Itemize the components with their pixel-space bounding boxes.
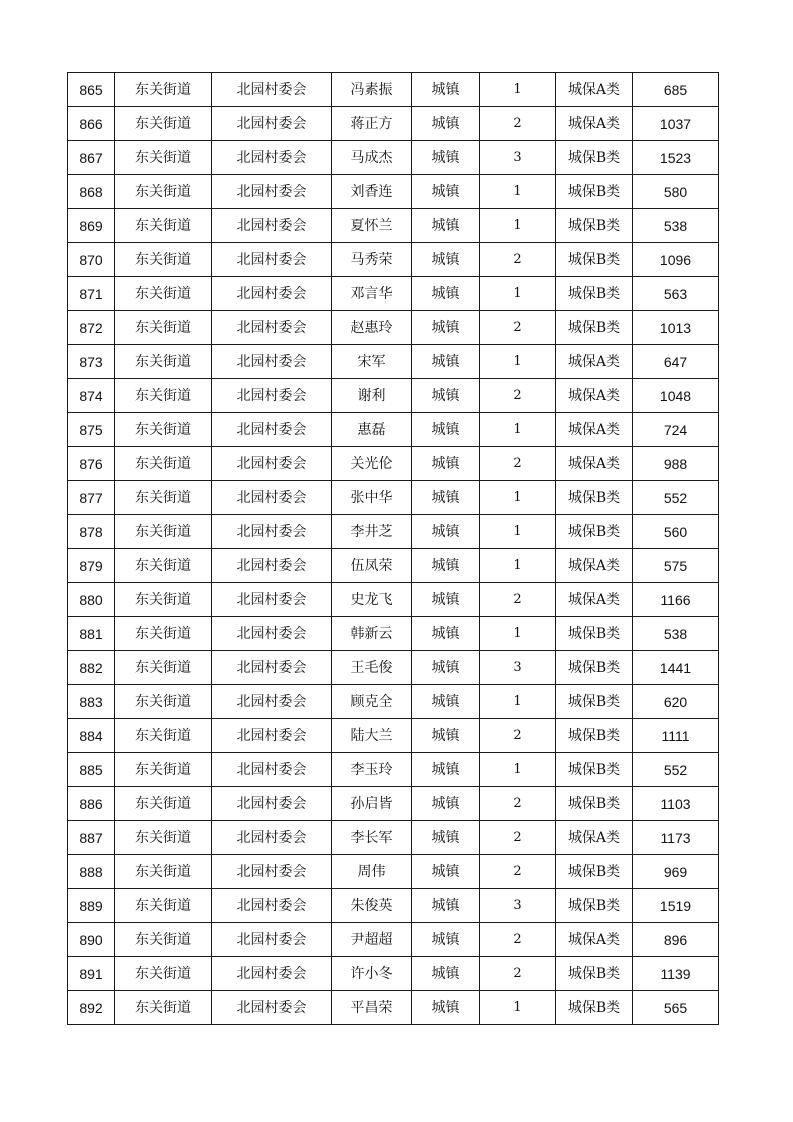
security-category-cell: 城保A类 bbox=[556, 107, 633, 141]
row-number-cell: 868 bbox=[68, 175, 115, 209]
row-number-cell: 872 bbox=[68, 311, 115, 345]
household-size-cell: 1 bbox=[480, 753, 556, 787]
street-cell: 东关街道 bbox=[115, 107, 212, 141]
table-row bbox=[68, 107, 719, 141]
household-size-cell: 1 bbox=[480, 277, 556, 311]
amount-cell: 1139 bbox=[633, 957, 719, 991]
table-row bbox=[68, 243, 719, 277]
security-category-cell: 城保B类 bbox=[556, 617, 633, 651]
row-number-cell: 887 bbox=[68, 821, 115, 855]
row-number-cell: 888 bbox=[68, 855, 115, 889]
household-size-cell: 1 bbox=[480, 345, 556, 379]
security-category-cell: 城保A类 bbox=[556, 583, 633, 617]
row-number-cell: 883 bbox=[68, 685, 115, 719]
row-number-cell: 866 bbox=[68, 107, 115, 141]
street-cell: 东关街道 bbox=[115, 311, 212, 345]
street-cell: 东关街道 bbox=[115, 651, 212, 685]
household-size-cell: 2 bbox=[480, 107, 556, 141]
committee-cell: 北园村委会 bbox=[212, 957, 332, 991]
person-name-cell: 尹超超 bbox=[332, 923, 412, 957]
security-category-cell: 城保B类 bbox=[556, 957, 633, 991]
committee-cell: 北园村委会 bbox=[212, 889, 332, 923]
row-number-cell: 873 bbox=[68, 345, 115, 379]
street-cell: 东关街道 bbox=[115, 481, 212, 515]
committee-cell: 北园村委会 bbox=[212, 481, 332, 515]
area-type-cell: 城镇 bbox=[412, 651, 480, 685]
row-number-cell: 878 bbox=[68, 515, 115, 549]
person-name-cell: 夏怀兰 bbox=[332, 209, 412, 243]
security-category-cell: 城保B类 bbox=[556, 481, 633, 515]
amount-cell: 988 bbox=[633, 447, 719, 481]
household-size-cell: 1 bbox=[480, 175, 556, 209]
area-type-cell: 城镇 bbox=[412, 107, 480, 141]
committee-cell: 北园村委会 bbox=[212, 753, 332, 787]
table-row bbox=[68, 413, 719, 447]
committee-cell: 北园村委会 bbox=[212, 549, 332, 583]
person-name-cell: 史龙飞 bbox=[332, 583, 412, 617]
street-cell: 东关街道 bbox=[115, 821, 212, 855]
household-size-cell: 1 bbox=[480, 549, 556, 583]
amount-cell: 1166 bbox=[633, 583, 719, 617]
row-number-cell: 884 bbox=[68, 719, 115, 753]
security-category-cell: 城保A类 bbox=[556, 447, 633, 481]
street-cell: 东关街道 bbox=[115, 413, 212, 447]
committee-cell: 北园村委会 bbox=[212, 209, 332, 243]
person-name-cell: 宋军 bbox=[332, 345, 412, 379]
row-number-cell: 874 bbox=[68, 379, 115, 413]
amount-cell: 1441 bbox=[633, 651, 719, 685]
household-size-cell: 3 bbox=[480, 651, 556, 685]
row-number-cell: 877 bbox=[68, 481, 115, 515]
street-cell: 东关街道 bbox=[115, 209, 212, 243]
row-number-cell: 876 bbox=[68, 447, 115, 481]
street-cell: 东关街道 bbox=[115, 889, 212, 923]
table-row bbox=[68, 821, 719, 855]
amount-cell: 1173 bbox=[633, 821, 719, 855]
security-category-cell: 城保A类 bbox=[556, 73, 633, 107]
area-type-cell: 城镇 bbox=[412, 515, 480, 549]
person-name-cell: 冯素振 bbox=[332, 73, 412, 107]
table-body bbox=[68, 73, 719, 1025]
amount-cell: 647 bbox=[633, 345, 719, 379]
person-name-cell: 李玉玲 bbox=[332, 753, 412, 787]
amount-cell: 560 bbox=[633, 515, 719, 549]
street-cell: 东关街道 bbox=[115, 141, 212, 175]
area-type-cell: 城镇 bbox=[412, 991, 480, 1025]
person-name-cell: 邓言华 bbox=[332, 277, 412, 311]
table-row bbox=[68, 753, 719, 787]
person-name-cell: 马成杰 bbox=[332, 141, 412, 175]
security-category-cell: 城保B类 bbox=[556, 141, 633, 175]
household-size-cell: 2 bbox=[480, 855, 556, 889]
table-row bbox=[68, 957, 719, 991]
security-category-cell: 城保B类 bbox=[556, 753, 633, 787]
person-name-cell: 关光伦 bbox=[332, 447, 412, 481]
amount-cell: 620 bbox=[633, 685, 719, 719]
committee-cell: 北园村委会 bbox=[212, 651, 332, 685]
household-size-cell: 1 bbox=[480, 515, 556, 549]
table-row bbox=[68, 685, 719, 719]
security-category-cell: 城保A类 bbox=[556, 923, 633, 957]
row-number-cell: 880 bbox=[68, 583, 115, 617]
area-type-cell: 城镇 bbox=[412, 379, 480, 413]
security-category-cell: 城保B类 bbox=[556, 991, 633, 1025]
street-cell: 东关街道 bbox=[115, 175, 212, 209]
person-name-cell: 周伟 bbox=[332, 855, 412, 889]
row-number-cell: 882 bbox=[68, 651, 115, 685]
table-row bbox=[68, 73, 719, 107]
person-name-cell: 朱俊英 bbox=[332, 889, 412, 923]
table-row bbox=[68, 651, 719, 685]
household-size-cell: 2 bbox=[480, 243, 556, 277]
committee-cell: 北园村委会 bbox=[212, 73, 332, 107]
person-name-cell: 李井芝 bbox=[332, 515, 412, 549]
amount-cell: 1048 bbox=[633, 379, 719, 413]
person-name-cell: 赵惠玲 bbox=[332, 311, 412, 345]
area-type-cell: 城镇 bbox=[412, 753, 480, 787]
household-size-cell: 2 bbox=[480, 447, 556, 481]
person-name-cell: 张中华 bbox=[332, 481, 412, 515]
committee-cell: 北园村委会 bbox=[212, 515, 332, 549]
table-row bbox=[68, 481, 719, 515]
area-type-cell: 城镇 bbox=[412, 685, 480, 719]
committee-cell: 北园村委会 bbox=[212, 719, 332, 753]
committee-cell: 北园村委会 bbox=[212, 379, 332, 413]
table-row bbox=[68, 923, 719, 957]
committee-cell: 北园村委会 bbox=[212, 685, 332, 719]
amount-cell: 1037 bbox=[633, 107, 719, 141]
area-type-cell: 城镇 bbox=[412, 889, 480, 923]
row-number-cell: 892 bbox=[68, 991, 115, 1025]
street-cell: 东关街道 bbox=[115, 991, 212, 1025]
row-number-cell: 865 bbox=[68, 73, 115, 107]
area-type-cell: 城镇 bbox=[412, 617, 480, 651]
person-name-cell: 刘香连 bbox=[332, 175, 412, 209]
street-cell: 东关街道 bbox=[115, 957, 212, 991]
table-row bbox=[68, 889, 719, 923]
area-type-cell: 城镇 bbox=[412, 855, 480, 889]
committee-cell: 北园村委会 bbox=[212, 413, 332, 447]
assistance-roster-table bbox=[67, 72, 719, 1025]
table-row bbox=[68, 549, 719, 583]
amount-cell: 685 bbox=[633, 73, 719, 107]
person-name-cell: 王毛俊 bbox=[332, 651, 412, 685]
household-size-cell: 2 bbox=[480, 379, 556, 413]
area-type-cell: 城镇 bbox=[412, 957, 480, 991]
amount-cell: 552 bbox=[633, 753, 719, 787]
area-type-cell: 城镇 bbox=[412, 311, 480, 345]
row-number-cell: 879 bbox=[68, 549, 115, 583]
row-number-cell: 889 bbox=[68, 889, 115, 923]
row-number-cell: 867 bbox=[68, 141, 115, 175]
committee-cell: 北园村委会 bbox=[212, 991, 332, 1025]
table-row bbox=[68, 583, 719, 617]
street-cell: 东关街道 bbox=[115, 719, 212, 753]
person-name-cell: 马秀荣 bbox=[332, 243, 412, 277]
household-size-cell: 3 bbox=[480, 889, 556, 923]
area-type-cell: 城镇 bbox=[412, 175, 480, 209]
household-size-cell: 2 bbox=[480, 583, 556, 617]
person-name-cell: 谢利 bbox=[332, 379, 412, 413]
household-size-cell: 2 bbox=[480, 787, 556, 821]
amount-cell: 538 bbox=[633, 617, 719, 651]
committee-cell: 北园村委会 bbox=[212, 277, 332, 311]
amount-cell: 1523 bbox=[633, 141, 719, 175]
household-size-cell: 2 bbox=[480, 311, 556, 345]
committee-cell: 北园村委会 bbox=[212, 923, 332, 957]
security-category-cell: 城保B类 bbox=[556, 515, 633, 549]
area-type-cell: 城镇 bbox=[412, 447, 480, 481]
household-size-cell: 1 bbox=[480, 73, 556, 107]
area-type-cell: 城镇 bbox=[412, 583, 480, 617]
person-name-cell: 平昌荣 bbox=[332, 991, 412, 1025]
household-size-cell: 2 bbox=[480, 923, 556, 957]
security-category-cell: 城保B类 bbox=[556, 719, 633, 753]
street-cell: 东关街道 bbox=[115, 753, 212, 787]
table-row bbox=[68, 379, 719, 413]
committee-cell: 北园村委会 bbox=[212, 787, 332, 821]
table-row bbox=[68, 141, 719, 175]
person-name-cell: 许小冬 bbox=[332, 957, 412, 991]
area-type-cell: 城镇 bbox=[412, 277, 480, 311]
household-size-cell: 1 bbox=[480, 209, 556, 243]
street-cell: 东关街道 bbox=[115, 345, 212, 379]
row-number-cell: 875 bbox=[68, 413, 115, 447]
amount-cell: 538 bbox=[633, 209, 719, 243]
person-name-cell: 惠磊 bbox=[332, 413, 412, 447]
committee-cell: 北园村委会 bbox=[212, 583, 332, 617]
street-cell: 东关街道 bbox=[115, 685, 212, 719]
area-type-cell: 城镇 bbox=[412, 923, 480, 957]
security-category-cell: 城保B类 bbox=[556, 855, 633, 889]
household-size-cell: 1 bbox=[480, 685, 556, 719]
committee-cell: 北园村委会 bbox=[212, 821, 332, 855]
security-category-cell: 城保B类 bbox=[556, 685, 633, 719]
area-type-cell: 城镇 bbox=[412, 787, 480, 821]
table-row bbox=[68, 209, 719, 243]
street-cell: 东关街道 bbox=[115, 617, 212, 651]
street-cell: 东关街道 bbox=[115, 549, 212, 583]
household-size-cell: 1 bbox=[480, 991, 556, 1025]
amount-cell: 580 bbox=[633, 175, 719, 209]
household-size-cell: 1 bbox=[480, 617, 556, 651]
person-name-cell: 陆大兰 bbox=[332, 719, 412, 753]
table-row bbox=[68, 175, 719, 209]
table-row bbox=[68, 855, 719, 889]
household-size-cell: 1 bbox=[480, 481, 556, 515]
amount-cell: 724 bbox=[633, 413, 719, 447]
security-category-cell: 城保B类 bbox=[556, 311, 633, 345]
committee-cell: 北园村委会 bbox=[212, 311, 332, 345]
security-category-cell: 城保A类 bbox=[556, 413, 633, 447]
security-category-cell: 城保B类 bbox=[556, 787, 633, 821]
person-name-cell: 顾克全 bbox=[332, 685, 412, 719]
area-type-cell: 城镇 bbox=[412, 141, 480, 175]
security-category-cell: 城保B类 bbox=[556, 889, 633, 923]
amount-cell: 563 bbox=[633, 277, 719, 311]
household-size-cell: 1 bbox=[480, 413, 556, 447]
committee-cell: 北园村委会 bbox=[212, 345, 332, 379]
street-cell: 东关街道 bbox=[115, 243, 212, 277]
table-row bbox=[68, 345, 719, 379]
street-cell: 东关街道 bbox=[115, 447, 212, 481]
area-type-cell: 城镇 bbox=[412, 821, 480, 855]
row-number-cell: 871 bbox=[68, 277, 115, 311]
security-category-cell: 城保B类 bbox=[556, 175, 633, 209]
area-type-cell: 城镇 bbox=[412, 549, 480, 583]
amount-cell: 1103 bbox=[633, 787, 719, 821]
security-category-cell: 城保B类 bbox=[556, 209, 633, 243]
street-cell: 东关街道 bbox=[115, 855, 212, 889]
security-category-cell: 城保A类 bbox=[556, 345, 633, 379]
household-size-cell: 2 bbox=[480, 821, 556, 855]
table-row bbox=[68, 719, 719, 753]
committee-cell: 北园村委会 bbox=[212, 243, 332, 277]
person-name-cell: 伍凤荣 bbox=[332, 549, 412, 583]
table-row bbox=[68, 787, 719, 821]
table-row bbox=[68, 277, 719, 311]
committee-cell: 北园村委会 bbox=[212, 447, 332, 481]
area-type-cell: 城镇 bbox=[412, 413, 480, 447]
row-number-cell: 870 bbox=[68, 243, 115, 277]
street-cell: 东关街道 bbox=[115, 73, 212, 107]
row-number-cell: 869 bbox=[68, 209, 115, 243]
committee-cell: 北园村委会 bbox=[212, 617, 332, 651]
person-name-cell: 韩新云 bbox=[332, 617, 412, 651]
person-name-cell: 蒋正方 bbox=[332, 107, 412, 141]
area-type-cell: 城镇 bbox=[412, 73, 480, 107]
person-name-cell: 李长军 bbox=[332, 821, 412, 855]
security-category-cell: 城保A类 bbox=[556, 379, 633, 413]
area-type-cell: 城镇 bbox=[412, 209, 480, 243]
row-number-cell: 891 bbox=[68, 957, 115, 991]
amount-cell: 1013 bbox=[633, 311, 719, 345]
amount-cell: 896 bbox=[633, 923, 719, 957]
amount-cell: 969 bbox=[633, 855, 719, 889]
street-cell: 东关街道 bbox=[115, 515, 212, 549]
table-row bbox=[68, 447, 719, 481]
committee-cell: 北园村委会 bbox=[212, 107, 332, 141]
security-category-cell: 城保A类 bbox=[556, 549, 633, 583]
committee-cell: 北园村委会 bbox=[212, 175, 332, 209]
amount-cell: 565 bbox=[633, 991, 719, 1025]
table-row bbox=[68, 617, 719, 651]
security-category-cell: 城保A类 bbox=[556, 821, 633, 855]
amount-cell: 552 bbox=[633, 481, 719, 515]
street-cell: 东关街道 bbox=[115, 583, 212, 617]
household-size-cell: 2 bbox=[480, 957, 556, 991]
table-row bbox=[68, 515, 719, 549]
row-number-cell: 881 bbox=[68, 617, 115, 651]
household-size-cell: 3 bbox=[480, 141, 556, 175]
street-cell: 东关街道 bbox=[115, 923, 212, 957]
security-category-cell: 城保B类 bbox=[556, 243, 633, 277]
committee-cell: 北园村委会 bbox=[212, 141, 332, 175]
table-row bbox=[68, 311, 719, 345]
committee-cell: 北园村委会 bbox=[212, 855, 332, 889]
security-category-cell: 城保B类 bbox=[556, 651, 633, 685]
table-row bbox=[68, 991, 719, 1025]
area-type-cell: 城镇 bbox=[412, 243, 480, 277]
person-name-cell: 孙启皆 bbox=[332, 787, 412, 821]
amount-cell: 1519 bbox=[633, 889, 719, 923]
row-number-cell: 890 bbox=[68, 923, 115, 957]
street-cell: 东关街道 bbox=[115, 277, 212, 311]
amount-cell: 1111 bbox=[633, 719, 719, 753]
area-type-cell: 城镇 bbox=[412, 719, 480, 753]
amount-cell: 1096 bbox=[633, 243, 719, 277]
street-cell: 东关街道 bbox=[115, 379, 212, 413]
assistance-roster-sheet bbox=[67, 72, 719, 1025]
row-number-cell: 886 bbox=[68, 787, 115, 821]
row-number-cell: 885 bbox=[68, 753, 115, 787]
household-size-cell: 2 bbox=[480, 719, 556, 753]
amount-cell: 575 bbox=[633, 549, 719, 583]
street-cell: 东关街道 bbox=[115, 787, 212, 821]
area-type-cell: 城镇 bbox=[412, 345, 480, 379]
security-category-cell: 城保B类 bbox=[556, 277, 633, 311]
area-type-cell: 城镇 bbox=[412, 481, 480, 515]
